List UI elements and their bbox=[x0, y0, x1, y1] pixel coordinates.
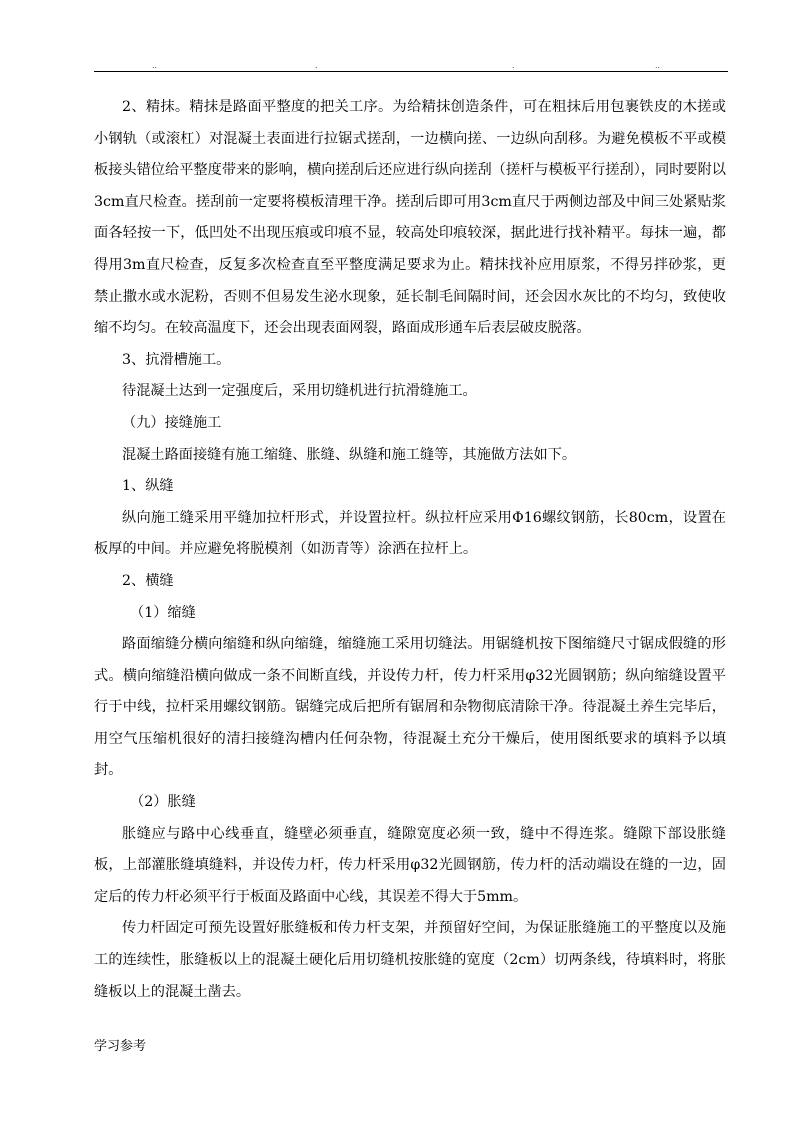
heading-contraction-joint: （1）缩缝 bbox=[130, 604, 196, 621]
heading-expansion-joint: （2）胀缝 bbox=[130, 794, 196, 811]
header-mark: . bbox=[315, 61, 318, 70]
paragraph-expansion-joint: 胀缝应与路中心线垂直，缝壁必须垂直，缝隙宽度必须一致，缝中不得连浆。缝隙下部设胀缝板，上部灌胀缝填缝料，并设传力杆，传力杆采用φ32光圆钢筋，传力杆的活动端设在缝的一边，固定后的传力杆必须平行于板面及路面中心线，其误差不得大于5mm。 bbox=[94, 825, 726, 905]
header-rule bbox=[94, 71, 728, 72]
footer-label: 学习参考 bbox=[94, 1039, 147, 1054]
paragraph-contraction-joint: 路面缩缝分横向缩缝和纵向缩缝，缩缝施工采用切缝法。用锯缝机按下图缩缝尺寸锯成假缝的形式。横向缩缝沿横向做成一条不间断直线，并设传力杆，传力杆采用φ32光圆钢筋；纵向缩缝设置平行于中线，拉杆采用螺纹钢筋。锯缝完成后把所有锯屑和杂物彻底清除干净。待混凝土养生完毕后，用空气压缩机很好的清扫接缝沟槽内任何杂物，待混凝土充分干燥后，使用图纸要求的填料予以填封。 bbox=[94, 636, 726, 779]
paragraph-anti-skid: 待混凝土达到一定强度后，采用切缝机进行抗滑缝施工。 bbox=[122, 383, 477, 400]
paragraph-dowel-fixing: 传力杆固定可预先设置好胀缝板和传力杆支架，并预留好空间，为保证胀缝施工的平整度以及施工的连续性，胀缝板以上的混凝土硬化后用切缝机按胀缝的宽度（2cm）切两条线，待填料时，将胀缝板以上的混凝土凿去。 bbox=[94, 920, 726, 1000]
header-mark: .. bbox=[655, 61, 661, 70]
paragraph-joint-intro: 混凝土路面接缝有施工缩缝、胀缝、纵缝和施工缝等，其施做方法如下。 bbox=[122, 446, 577, 463]
heading-longitudinal-joint: 1、纵缝 bbox=[122, 478, 174, 495]
header-marks bbox=[94, 62, 728, 70]
heading-transverse-joint: 2、横缝 bbox=[122, 572, 174, 589]
header-mark: . bbox=[512, 61, 515, 70]
document-body bbox=[94, 92, 726, 1008]
header-mark: .. bbox=[152, 61, 158, 70]
heading-joint-construction: （九）接缝施工 bbox=[122, 414, 222, 431]
paragraph-longitudinal-joint: 纵向施工缝采用平缝加拉杆形式，并设置拉杆。纵拉杆应采用Φ16螺纹钢筋，长80cm，设置在板厚的中间。并应避免将脱模剂（如沥青等）涂洒在拉杆上。 bbox=[94, 509, 726, 558]
heading-anti-skid: 3、抗滑槽施工。 bbox=[122, 351, 231, 368]
paragraph-fine-trowel: 2、精抹。精抹是路面平整度的把关工序。为给精抹创造条件，可在粗抹后用包裹铁皮的木搓或小钢轨（或滚杠）对混凝土表面进行拉锯式搓刮，一边横向搓、一边纵向刮移。为避免模板不平或模板接头错位给平整度带来的影响，横向搓刮后还应进行纵向搓刮（搓杆与模板平行搓刮），同时要附以3cm直尺检查。搓刮前一定要将模板清理干净。搓刮后即可用3cm直尺于两侧边部及中间三处紧贴浆面各轻按一下，低凹处不出现压痕或印痕不显，较高处印痕较深，据此进行找补精平。每抹一遍，都得用3m直尺检查，反复多次检查直至平整度满足要求为止。精抹找补应用原浆，不得另拌砂浆，更禁止撒水或水泥粉，否则不但易发生泌水现象，延长制毛间隔时间，还会因水灰比的不均匀，致使收缩不均匀。在较高温度下，还会出现表面网裂，路面成形通车后表层破皮脱落。 bbox=[94, 99, 726, 337]
